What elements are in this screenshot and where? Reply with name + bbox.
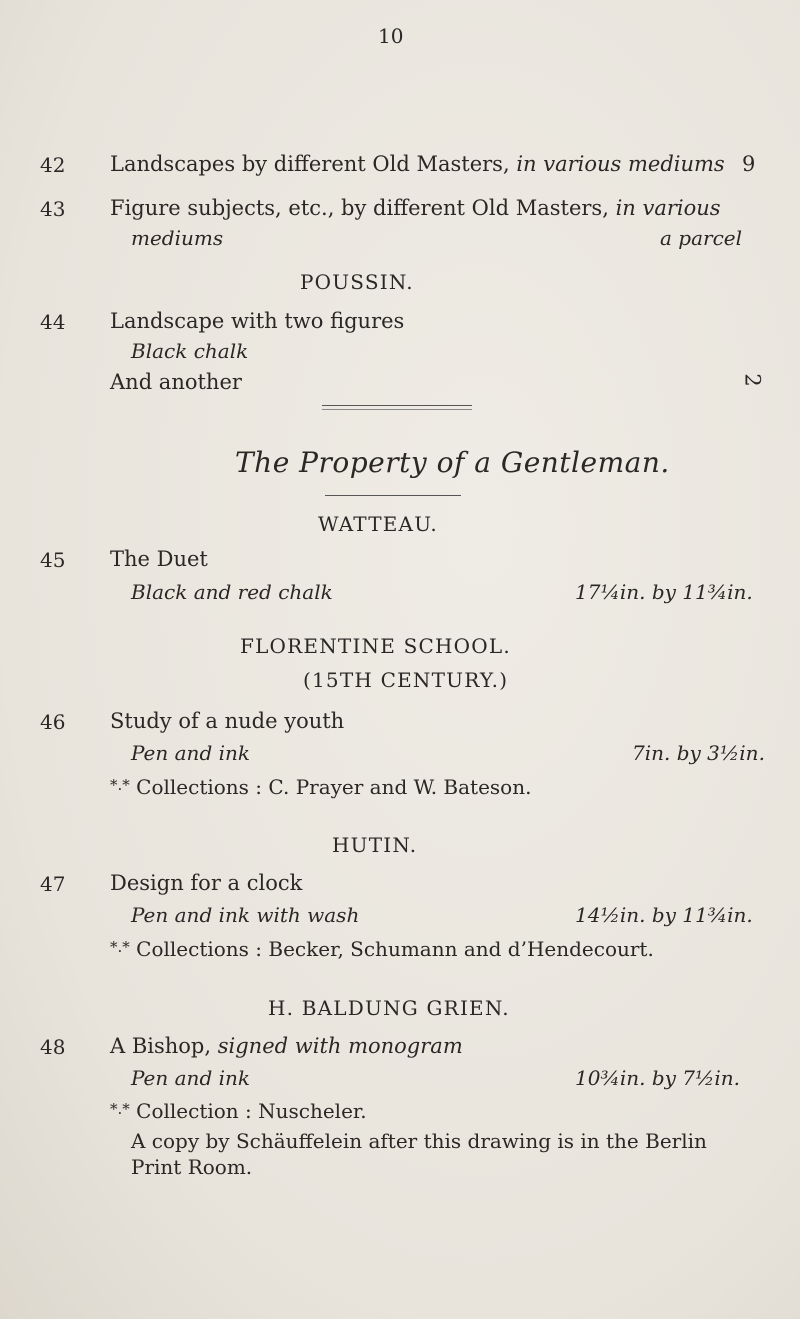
lot-44-title: Landscape with two figures: [110, 309, 405, 333]
lot-46-medium: Pen and ink: [131, 741, 250, 765]
lot-44-quantity: 2: [740, 373, 765, 387]
lot-number-42: 42: [40, 153, 66, 177]
lot-47-title: Design for a clock: [110, 871, 303, 895]
artist-heading-florentine-school: FLORENTINE SCHOOL.: [240, 634, 511, 658]
lot-46-title: Study of a nude youth: [110, 709, 345, 733]
lot-43-quantity: a parcel: [660, 226, 743, 250]
lot-48-dimensions: 10¾in. by 7½in.: [575, 1066, 741, 1090]
lot-48-note-line2: A copy by Schäuffelein after this drawing is in the Berlin: [131, 1129, 707, 1153]
lot-43-title: Figure subjects, etc., by different Old Masters, in various: [110, 196, 721, 220]
lot-45-title: The Duet: [110, 547, 208, 571]
lot-46-dimensions: 7in. by 3½in.: [632, 741, 765, 765]
lot-48-title: A Bishop, signed with monogram: [110, 1034, 463, 1058]
lot-43-line2: mediums: [131, 226, 224, 250]
lot-42-title: Landscapes by different Old Masters, in various mediums: [110, 152, 725, 176]
artist-subheading-century: (15TH CENTURY.): [303, 668, 509, 692]
artist-heading-baldung-grien: H. BALDUNG GRIEN.: [268, 996, 510, 1020]
divider-rule: [322, 409, 472, 410]
artist-heading-poussin: POUSSIN.: [300, 270, 414, 294]
asterisks-mark: *.*: [110, 776, 130, 794]
lot-48-note-line3: Print Room.: [131, 1155, 253, 1179]
lot-number-45: 45: [40, 548, 66, 572]
lot-number-47: 47: [40, 872, 66, 896]
lot-44-line3: And another: [110, 370, 242, 394]
lot-45-medium: Black and red chalk: [131, 580, 333, 604]
lot-48-provenance: *.* Collection : Nuscheler.: [110, 1099, 367, 1123]
lot-47-provenance: *.* Collections : Becker, Schumann and d’Hendecourt.: [110, 937, 654, 961]
page-number: 10: [378, 24, 404, 48]
lot-number-44: 44: [40, 310, 66, 334]
asterisks-mark: *.*: [110, 938, 130, 956]
property-heading: The Property of a Gentleman.: [235, 446, 670, 479]
divider-rule: [322, 405, 472, 406]
lot-42-quantity: 9: [742, 152, 756, 176]
artist-heading-hutin: HUTIN.: [332, 833, 418, 857]
lot-number-48: 48: [40, 1035, 66, 1059]
lot-44-medium: Black chalk: [131, 339, 249, 363]
lot-48-medium: Pen and ink: [131, 1066, 250, 1090]
divider-rule: [325, 495, 461, 496]
asterisks-mark: *.*: [110, 1100, 130, 1118]
lot-47-dimensions: 14½in. by 11¾in.: [575, 903, 753, 927]
artist-heading-watteau: WATTEAU.: [318, 512, 438, 536]
lot-46-provenance: *.* Collections : C. Prayer and W. Bateson.: [110, 775, 532, 799]
lot-47-medium: Pen and ink with wash: [131, 903, 360, 927]
lot-number-46: 46: [40, 710, 66, 734]
lot-45-dimensions: 17¼in. by 11¾in.: [575, 580, 753, 604]
lot-number-43: 43: [40, 197, 66, 221]
